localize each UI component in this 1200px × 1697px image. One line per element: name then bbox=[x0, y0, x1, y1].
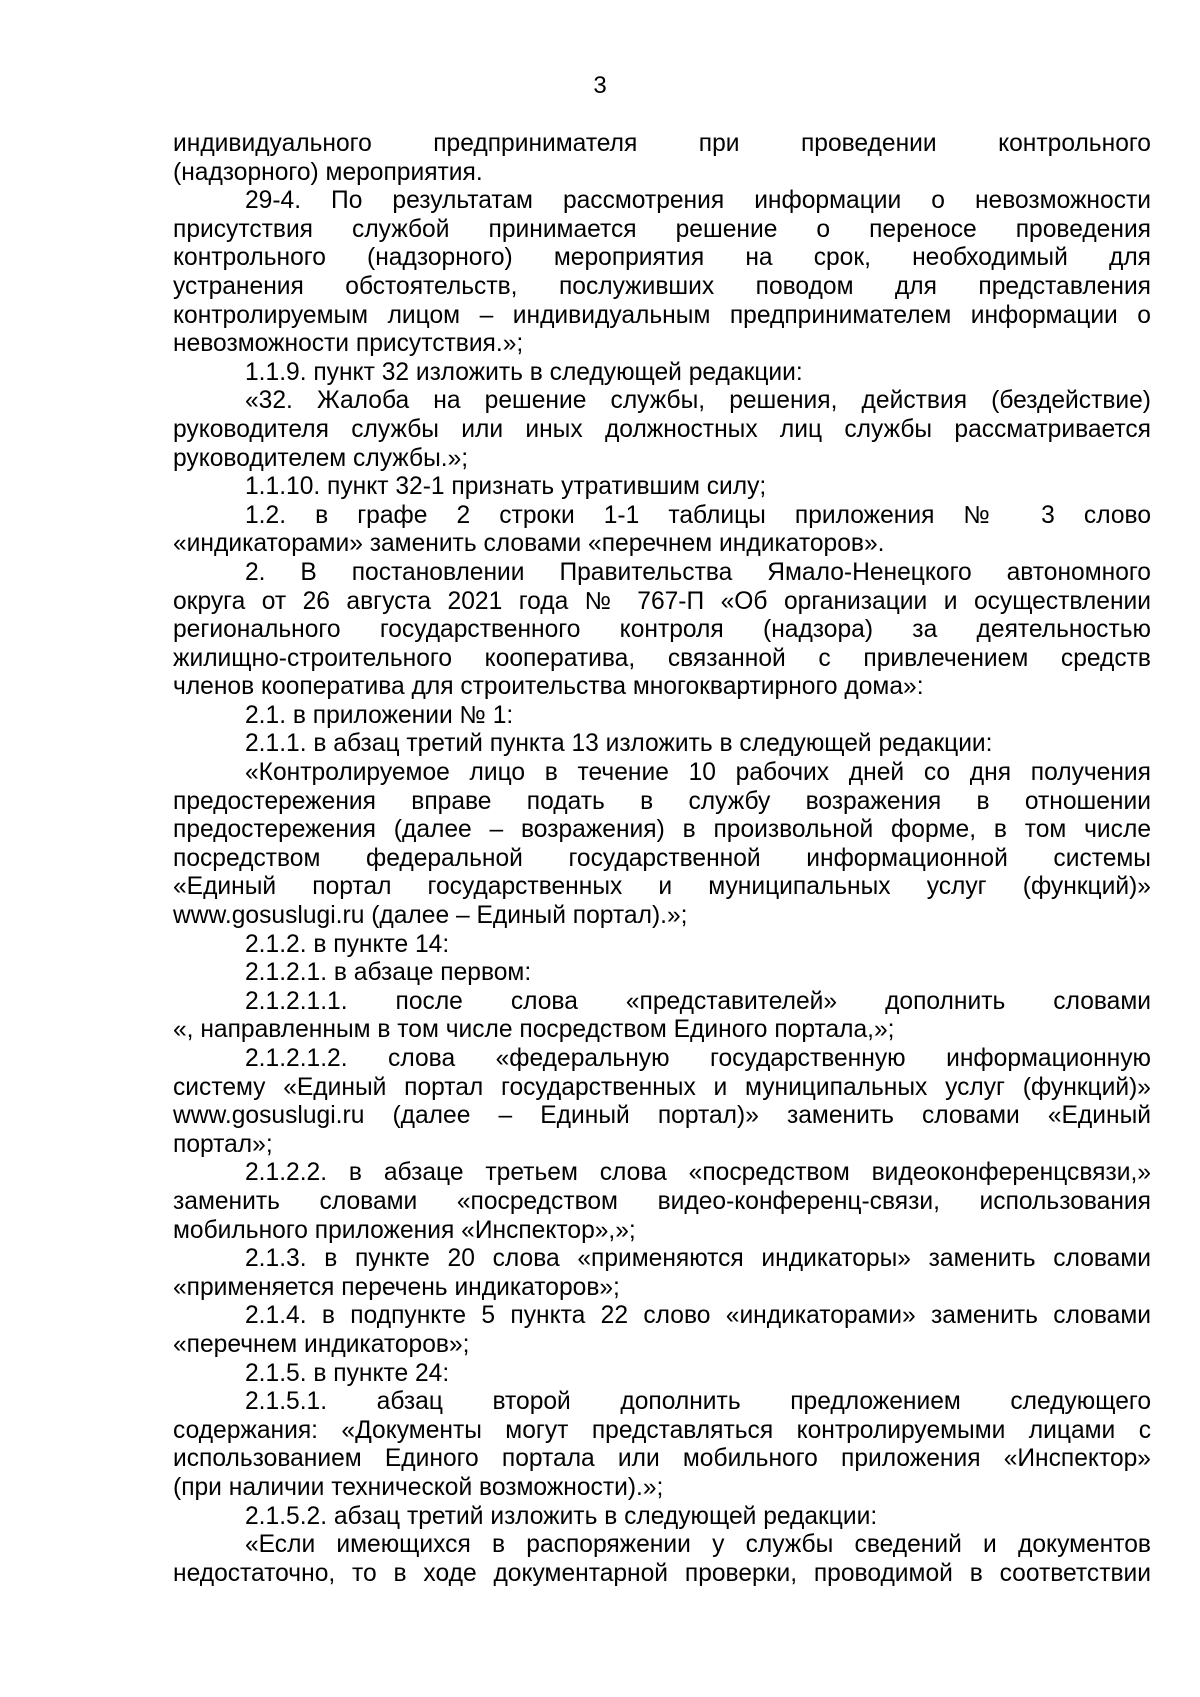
text-line: 2.1.5. в пункте 24: bbox=[245, 1359, 450, 1387]
text-line: 2.1.2.2. в абзаце третьем слова «посредством видеоконференцсвязи,» bbox=[245, 1159, 1151, 1187]
text-line: «перечнем индикаторов»; bbox=[173, 1330, 470, 1358]
text-line: недостаточно, то в ходе документарной проверки, проводимой в соответствии bbox=[173, 1559, 1151, 1587]
text-line: «Если имеющихся в распоряжении у службы сведений и документов bbox=[245, 1531, 1151, 1559]
text-line: 2.1.2.1. в абзаце первом: bbox=[245, 959, 532, 987]
text-line: 2.1.5.2. абзац третий изложить в следующей редакции: bbox=[245, 1502, 878, 1530]
text-line: предостережения (далее – возражения) в произвольной форме, в том числе bbox=[173, 816, 1151, 844]
text-line: 2. В постановлении Правительства Ямало-Ненецкого автономного bbox=[245, 558, 1151, 586]
text-line: 1.2. в графе 2 строки 1-1 таблицы приложения № 3 слово bbox=[245, 501, 1151, 529]
text-line: невозможности присутствия.»; bbox=[173, 330, 524, 358]
text-line: портал»; bbox=[173, 1130, 273, 1158]
text-line: www.gosuslugi.ru (далее – Единый портал)» заменить словами «Единый bbox=[173, 1102, 1151, 1130]
text-line: систему «Единый портал государственных и муниципальных услуг (функций)» bbox=[173, 1073, 1151, 1101]
text-line: «индикаторами» заменить словами «перечнем индикаторов». bbox=[173, 530, 885, 558]
text-line: www.gosuslugi.ru (далее – Единый портал).»; bbox=[173, 902, 688, 930]
text-line: членов кооператива для строительства многоквартирного дома»: bbox=[173, 673, 924, 701]
text-line: жилищно-строительного кооператива, связанной с привлечением средств bbox=[173, 644, 1151, 672]
text-line: регионального государственного контроля (надзора) за деятельностью bbox=[173, 616, 1151, 644]
text-line: 2.1.4. в подпункте 5 пункта 22 слово «индикаторами» заменить словами bbox=[245, 1302, 1151, 1330]
text-line: присутствия службой принимается решение о переносе проведения bbox=[173, 215, 1151, 243]
text-line: 1.1.10. пункт 32-1 признать утратившим силу; bbox=[245, 473, 767, 501]
text-line: 1.1.9. пункт 32 изложить в следующей редакции: bbox=[245, 358, 803, 386]
text-line: посредством федеральной государственной информационной системы bbox=[173, 844, 1151, 872]
text-line: 2.1.2.1.1. после слова «представителей» дополнить словами bbox=[245, 987, 1151, 1015]
page-number: 3 bbox=[593, 72, 607, 99]
text-line: (надзорного) мероприятия. bbox=[173, 158, 483, 186]
text-line: руководителем службы.»; bbox=[173, 444, 469, 472]
text-line: 2.1.2. в пункте 14: bbox=[245, 930, 450, 958]
text-line: устранения обстоятельств, послуживших поводом для представления bbox=[173, 272, 1151, 300]
text-line: 29-4. По результатам рассмотрения информации о невозможности bbox=[245, 187, 1151, 215]
text-line: 2.1.5.1. абзац второй дополнить предложением следующего bbox=[245, 1388, 1151, 1416]
text-line: контрольного (надзорного) мероприятия на срок, необходимый для bbox=[173, 244, 1151, 272]
text-line: «, направленным в том числе посредством Единого портала,»; bbox=[173, 1016, 895, 1044]
text-line: округа от 26 августа 2021 года № 767-П «Об организации и осуществлении bbox=[173, 587, 1151, 615]
text-line: мобильного приложения «Инспектор»,»; bbox=[173, 1216, 636, 1244]
text-line: контролируемым лицом – индивидуальным предпринимателем информации о bbox=[173, 301, 1151, 329]
text-line: «32. Жалоба на решение службы, решения, действия (бездействие) bbox=[245, 387, 1151, 415]
text-line: индивидуального предпринимателя при проведении контрольного bbox=[173, 130, 1151, 157]
text-line: 2.1.3. в пункте 20 слова «применяются индикаторы» заменить словами bbox=[245, 1245, 1151, 1273]
text-line: 2.1.2.1.2. слова «федеральную государственную информационную bbox=[245, 1045, 1151, 1072]
text-line: использованием Единого портала или мобильного приложения «Инспектор» bbox=[173, 1445, 1151, 1473]
document-body bbox=[173, 130, 1151, 1588]
text-line: руководителя службы или иных должностных лиц службы рассматривается bbox=[173, 415, 1151, 443]
text-line: 2.1.1. в абзац третий пункта 13 изложить в следующей редакции: bbox=[245, 730, 993, 758]
text-line: «Контролируемое лицо в течение 10 рабочих дней со дня получения bbox=[245, 759, 1151, 787]
text-line: 2.1. в приложении № 1: bbox=[245, 701, 514, 729]
text-line: (при наличии технической возможности).»; bbox=[173, 1473, 664, 1501]
text-line: «применяется перечень индикаторов»; bbox=[173, 1273, 620, 1301]
text-line: содержания: «Документы могут представляться контролируемыми лицами с bbox=[173, 1416, 1151, 1444]
text-line: предостережения вправе подать в службу возражения в отношении bbox=[173, 787, 1151, 815]
text-line: заменить словами «посредством видео-конференц-связи, использования bbox=[173, 1187, 1151, 1215]
text-line: «Единый портал государственных и муниципальных услуг (функций)» bbox=[173, 873, 1151, 901]
